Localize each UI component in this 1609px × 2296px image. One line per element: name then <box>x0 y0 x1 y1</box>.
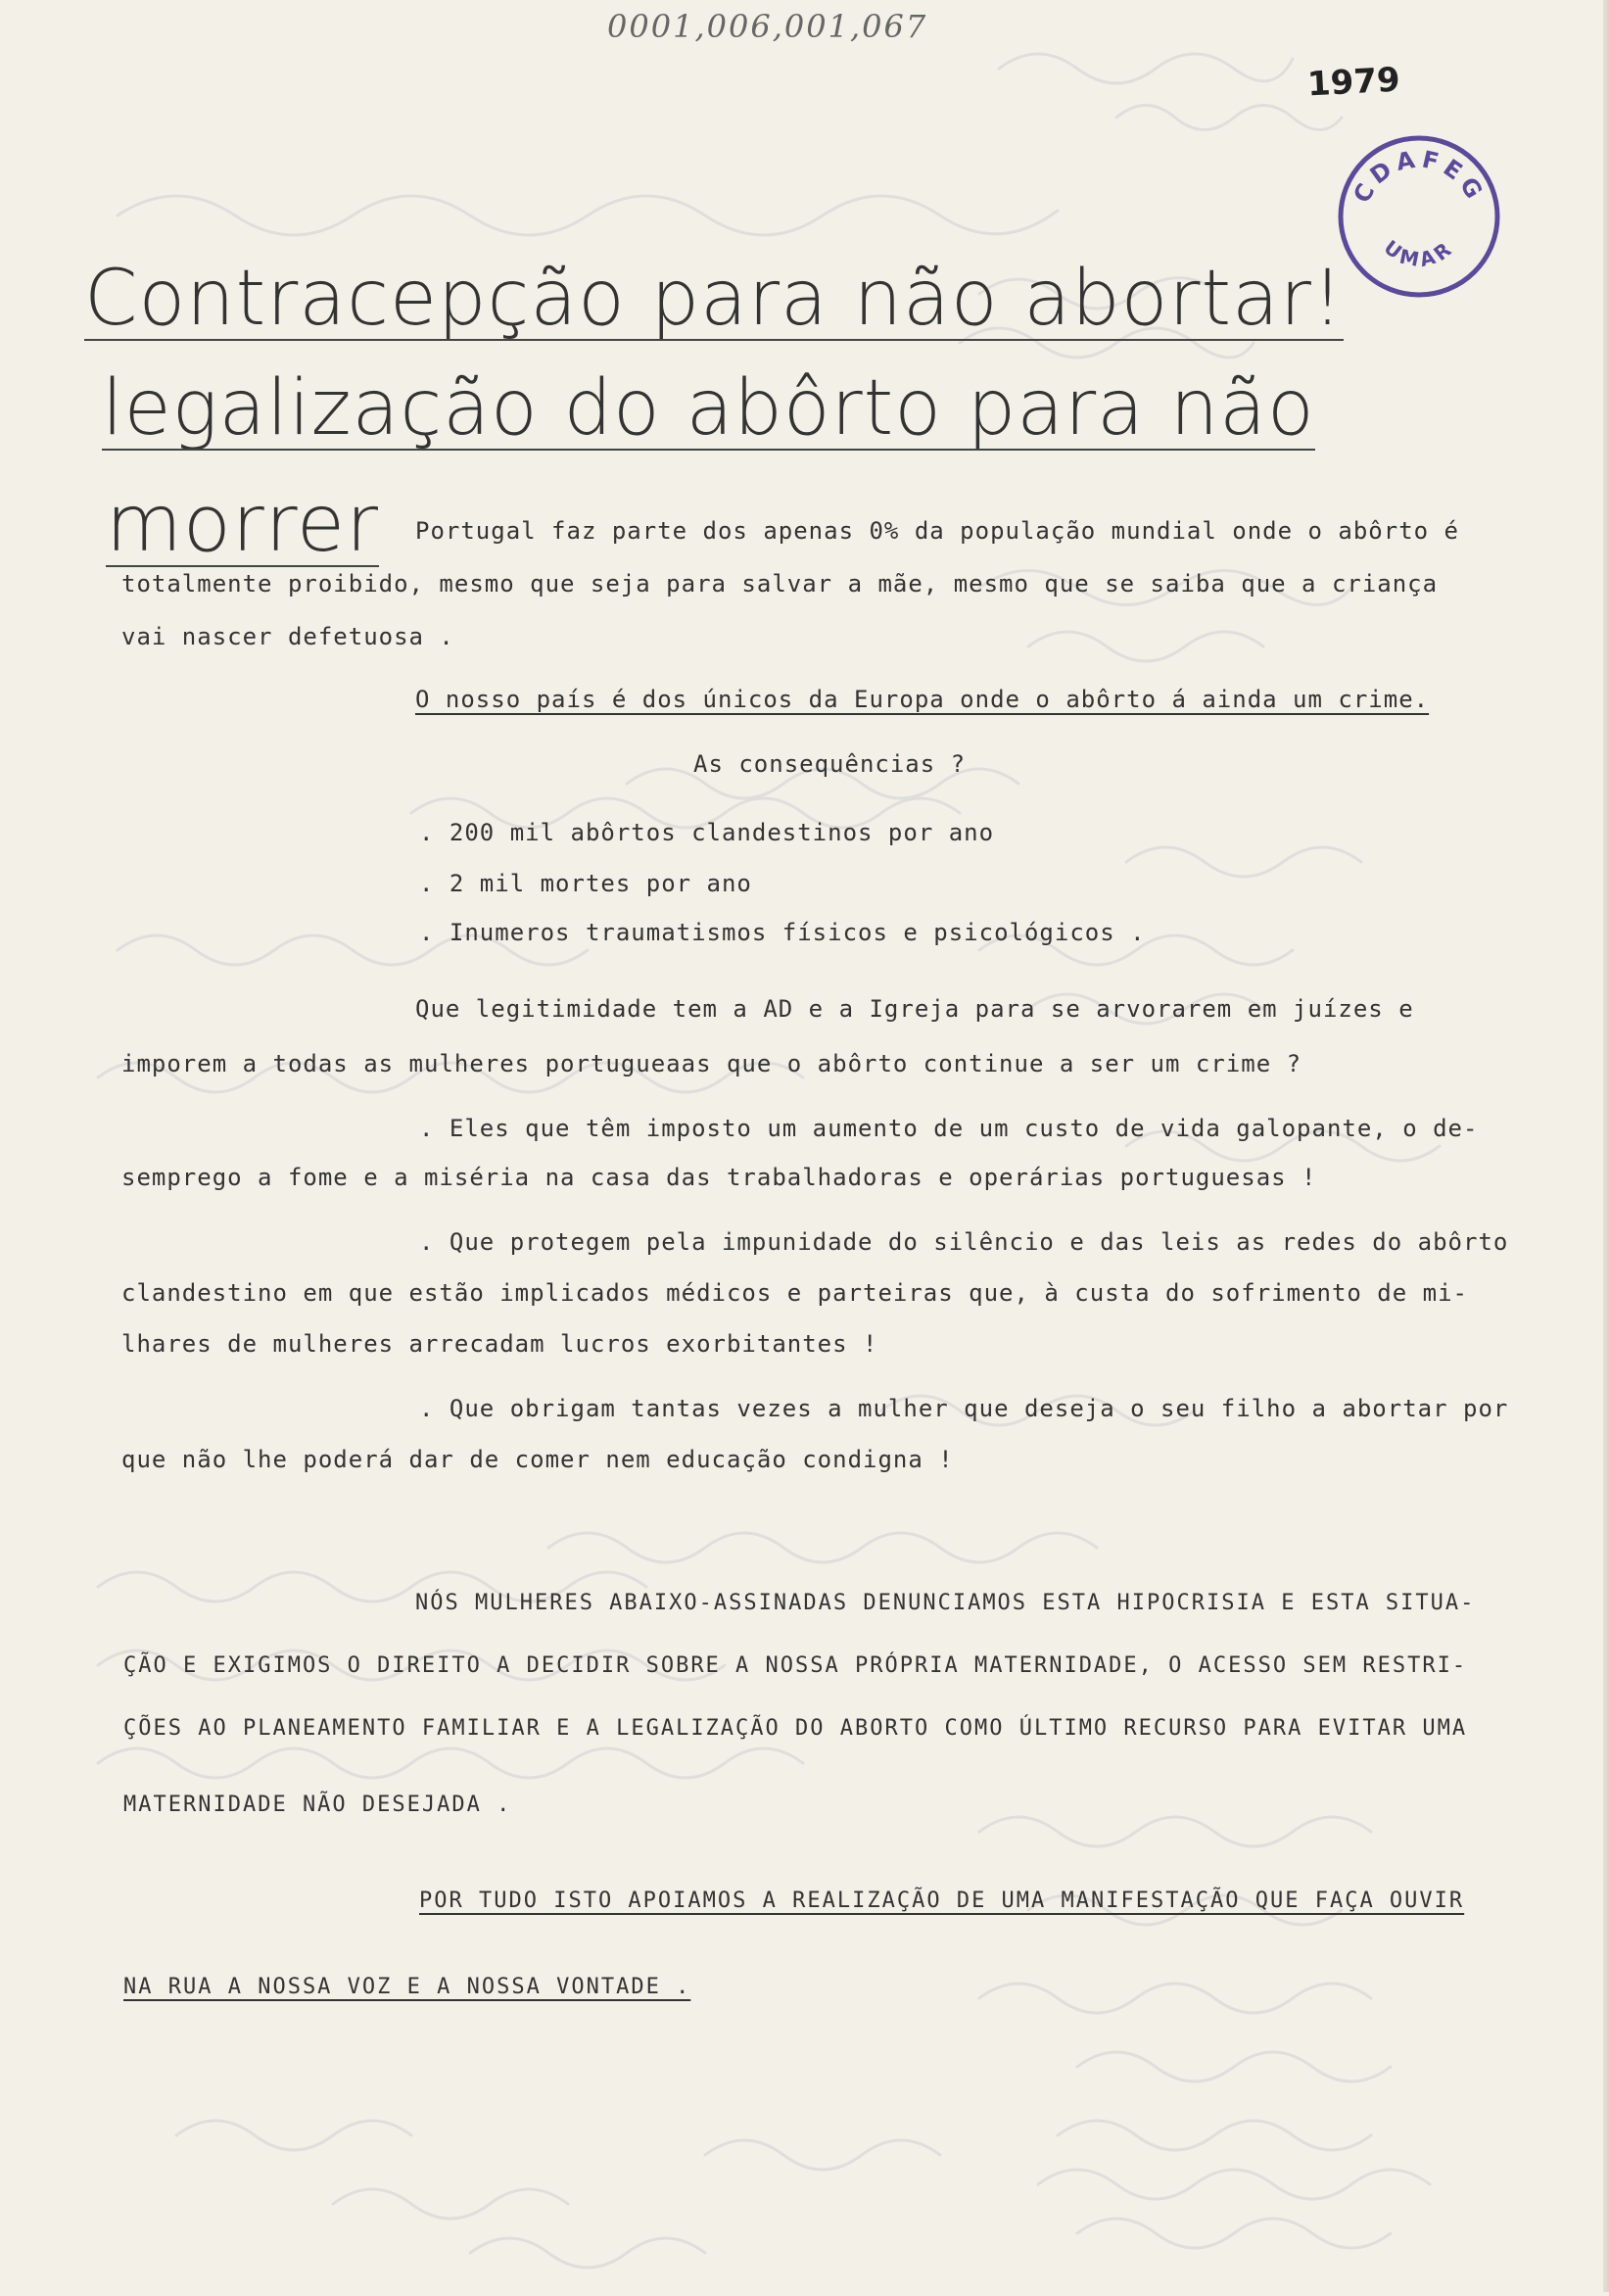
accusation-b-line-1: . Que protegem pela impunidade do silêncio e das leis as redes do abôrto <box>419 1228 1509 1256</box>
paper-edge <box>1603 0 1609 2292</box>
question-line-2: imporem a todas as mulheres portugueaas que o abôrto continue a ser um crime ? <box>121 1050 1302 1077</box>
accusation-a-line-2: semprego a fome e a miséria na casa das trabalhadoras e operárias portuguesas ! <box>121 1164 1317 1191</box>
accusation-b-line-2: clandestino em que estão implicados médicos e parteiras que, à custa do sofrimento de mi- <box>121 1279 1468 1307</box>
archive-reference-code: 0001,006,001,067 <box>607 8 928 45</box>
closing-line-2: NA RUA A NOSSA VOZ E A NOSSA VONTADE . <box>123 1975 691 1999</box>
consequence-item: . 2 mil mortes por ano <box>419 870 752 897</box>
svg-text:UMAR <box>1380 235 1459 272</box>
closing-line-1: POR TUDO ISTO APOIAMOS A REALIZAÇÃO DE UMA MANIFESTAÇÃO QUE FAÇA OUVIR <box>419 1889 1465 1913</box>
accusation-a-line-1: . Eles que têm imposto um aumento de um custo de vida galopante, o de- <box>419 1115 1479 1142</box>
title-line-2: legalização do abôrto para não <box>102 364 1315 453</box>
accusation-c-line-2: que não lhe poderá dar de comer nem educação condigna ! <box>121 1446 954 1473</box>
key-statement: O nosso país é dos únicos da Europa onde o abôrto á ainda um crime. <box>415 686 1430 713</box>
accusation-c-line-1: . Que obrigam tantas vezes a mulher que deseja o seu filho a abortar por <box>419 1395 1509 1422</box>
consequence-item: . Inumeros traumatismos físicos e psicológicos . <box>419 919 1146 946</box>
accusation-b-line-3: lhares de mulheres arrecadam lucros exorbitantes ! <box>121 1330 878 1358</box>
consequence-item: . 200 mil abôrtos clandestinos por ano <box>419 819 995 846</box>
intro-line-2: totalmente proibido, mesmo que seja para salvar a mãe, mesmo que se saiba que a criança <box>121 570 1439 598</box>
declaration-line-4: MATERNIDADE NÃO DESEJADA . <box>123 1793 512 1817</box>
declaration-line-1: NÓS MULHERES ABAIXO-ASSINADAS DENUNCIAMOS ESTA HIPOCRISIA E ESTA SITUA- <box>415 1591 1476 1615</box>
cdafeg-umar-stamp <box>1334 131 1504 302</box>
stamp-bottom-text: UMAR <box>1379 235 1459 272</box>
question-line-1: Que legitimidade tem a AD e a Igreja para se arvorarem em juízes e <box>415 995 1414 1023</box>
declaration-line-3: ÇÕES AO PLANEAMENTO FAMILIAR E A LEGALIZAÇÃO DO ABORTO COMO ÚLTIMO RECURSO PARA EVITAR UMA <box>123 1716 1468 1741</box>
title-line-3: morrer <box>106 478 380 569</box>
intro-line-1: Portugal faz parte dos apenas 0% da população mundial onde o abôrto é <box>415 517 1459 545</box>
stamp-top-text: CDAFEG <box>1348 145 1491 208</box>
stamp-seal-icon <box>1334 131 1504 302</box>
intro-line-3: vai nascer defetuosa . <box>121 623 454 650</box>
year-handwritten: 1979 <box>1306 60 1401 105</box>
consequences-heading: As consequências ? <box>693 750 967 778</box>
declaration-line-2: ÇÃO E EXIGIMOS O DIREITO A DECIDIR SOBRE A NOSSA PRÓPRIA MATERNIDADE, O ACESSO SEM RESTRI- <box>123 1653 1468 1678</box>
title-line-1: Contracepção para não abortar! <box>84 255 1345 343</box>
